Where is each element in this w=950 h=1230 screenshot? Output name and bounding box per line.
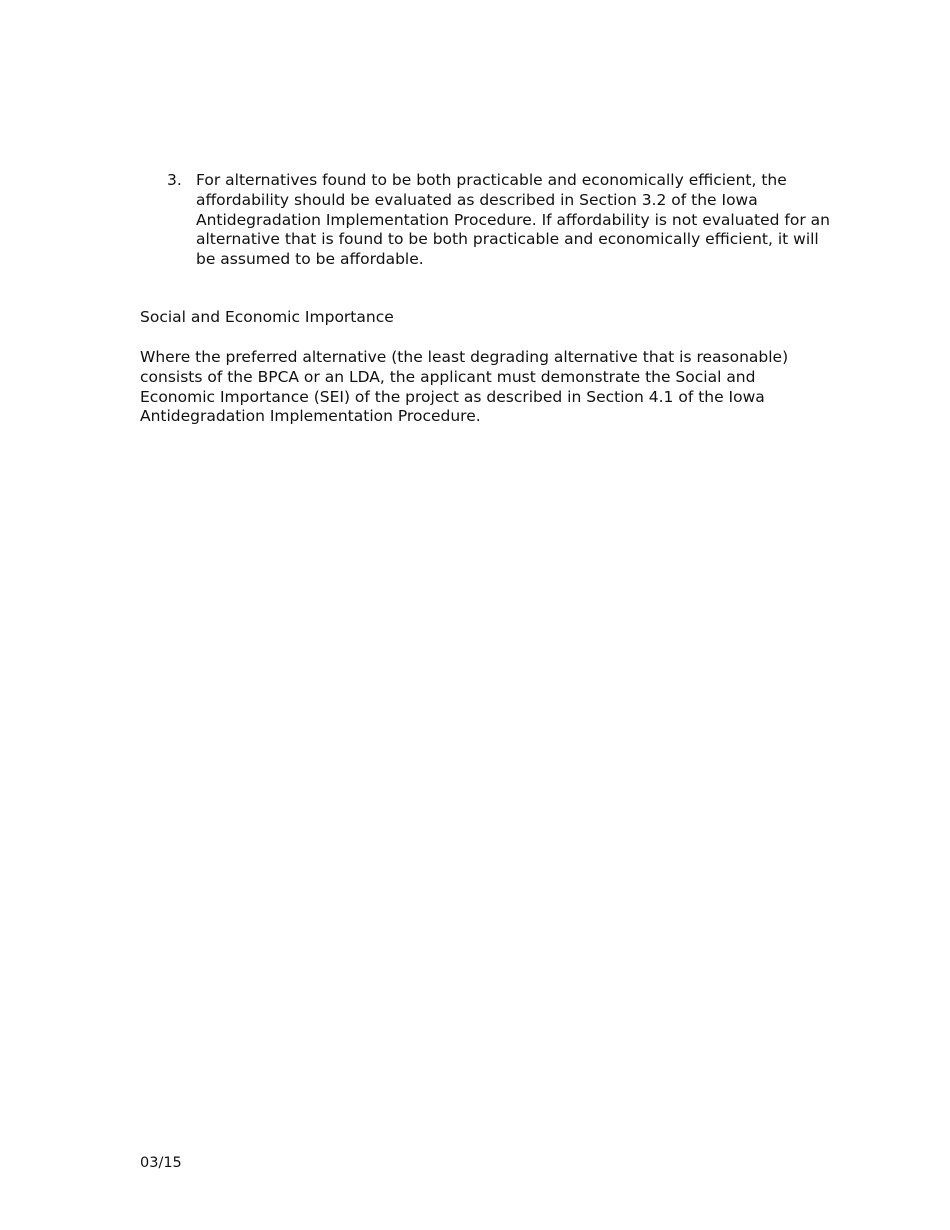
text-line: Where the preferred alternative (the least degrading alternative that is reasonable) <box>140 348 789 366</box>
list-number: 3. <box>167 171 182 189</box>
text-line: affordability should be evaluated as described in Section 3.2 of the Iowa <box>196 190 758 209</box>
section-heading: Social and Economic Importance <box>140 308 394 326</box>
text-line: Antidegradation Implementation Procedure. If affordability is not evaluated for an <box>196 210 830 229</box>
numbered-list-item <box>167 171 830 270</box>
text-line: alternative that is found to be both practicable and economically efficient, it will <box>196 230 819 249</box>
text-line: be assumed to be affordable. <box>196 250 424 269</box>
text-line: consists of the BPCA or an LDA, the applicant must demonstrate the Social and <box>140 367 756 386</box>
footer-date: 03/15 <box>140 1155 182 1171</box>
text-line: For alternatives found to be both practicable and economically efficient, the <box>196 171 787 189</box>
section-paragraph <box>140 348 820 427</box>
list-item-text <box>196 171 830 270</box>
text-line: Economic Importance (SEI) of the project as described in Section 4.1 of the Iowa <box>140 387 765 406</box>
text-line: Antidegradation Implementation Procedure. <box>140 407 481 426</box>
